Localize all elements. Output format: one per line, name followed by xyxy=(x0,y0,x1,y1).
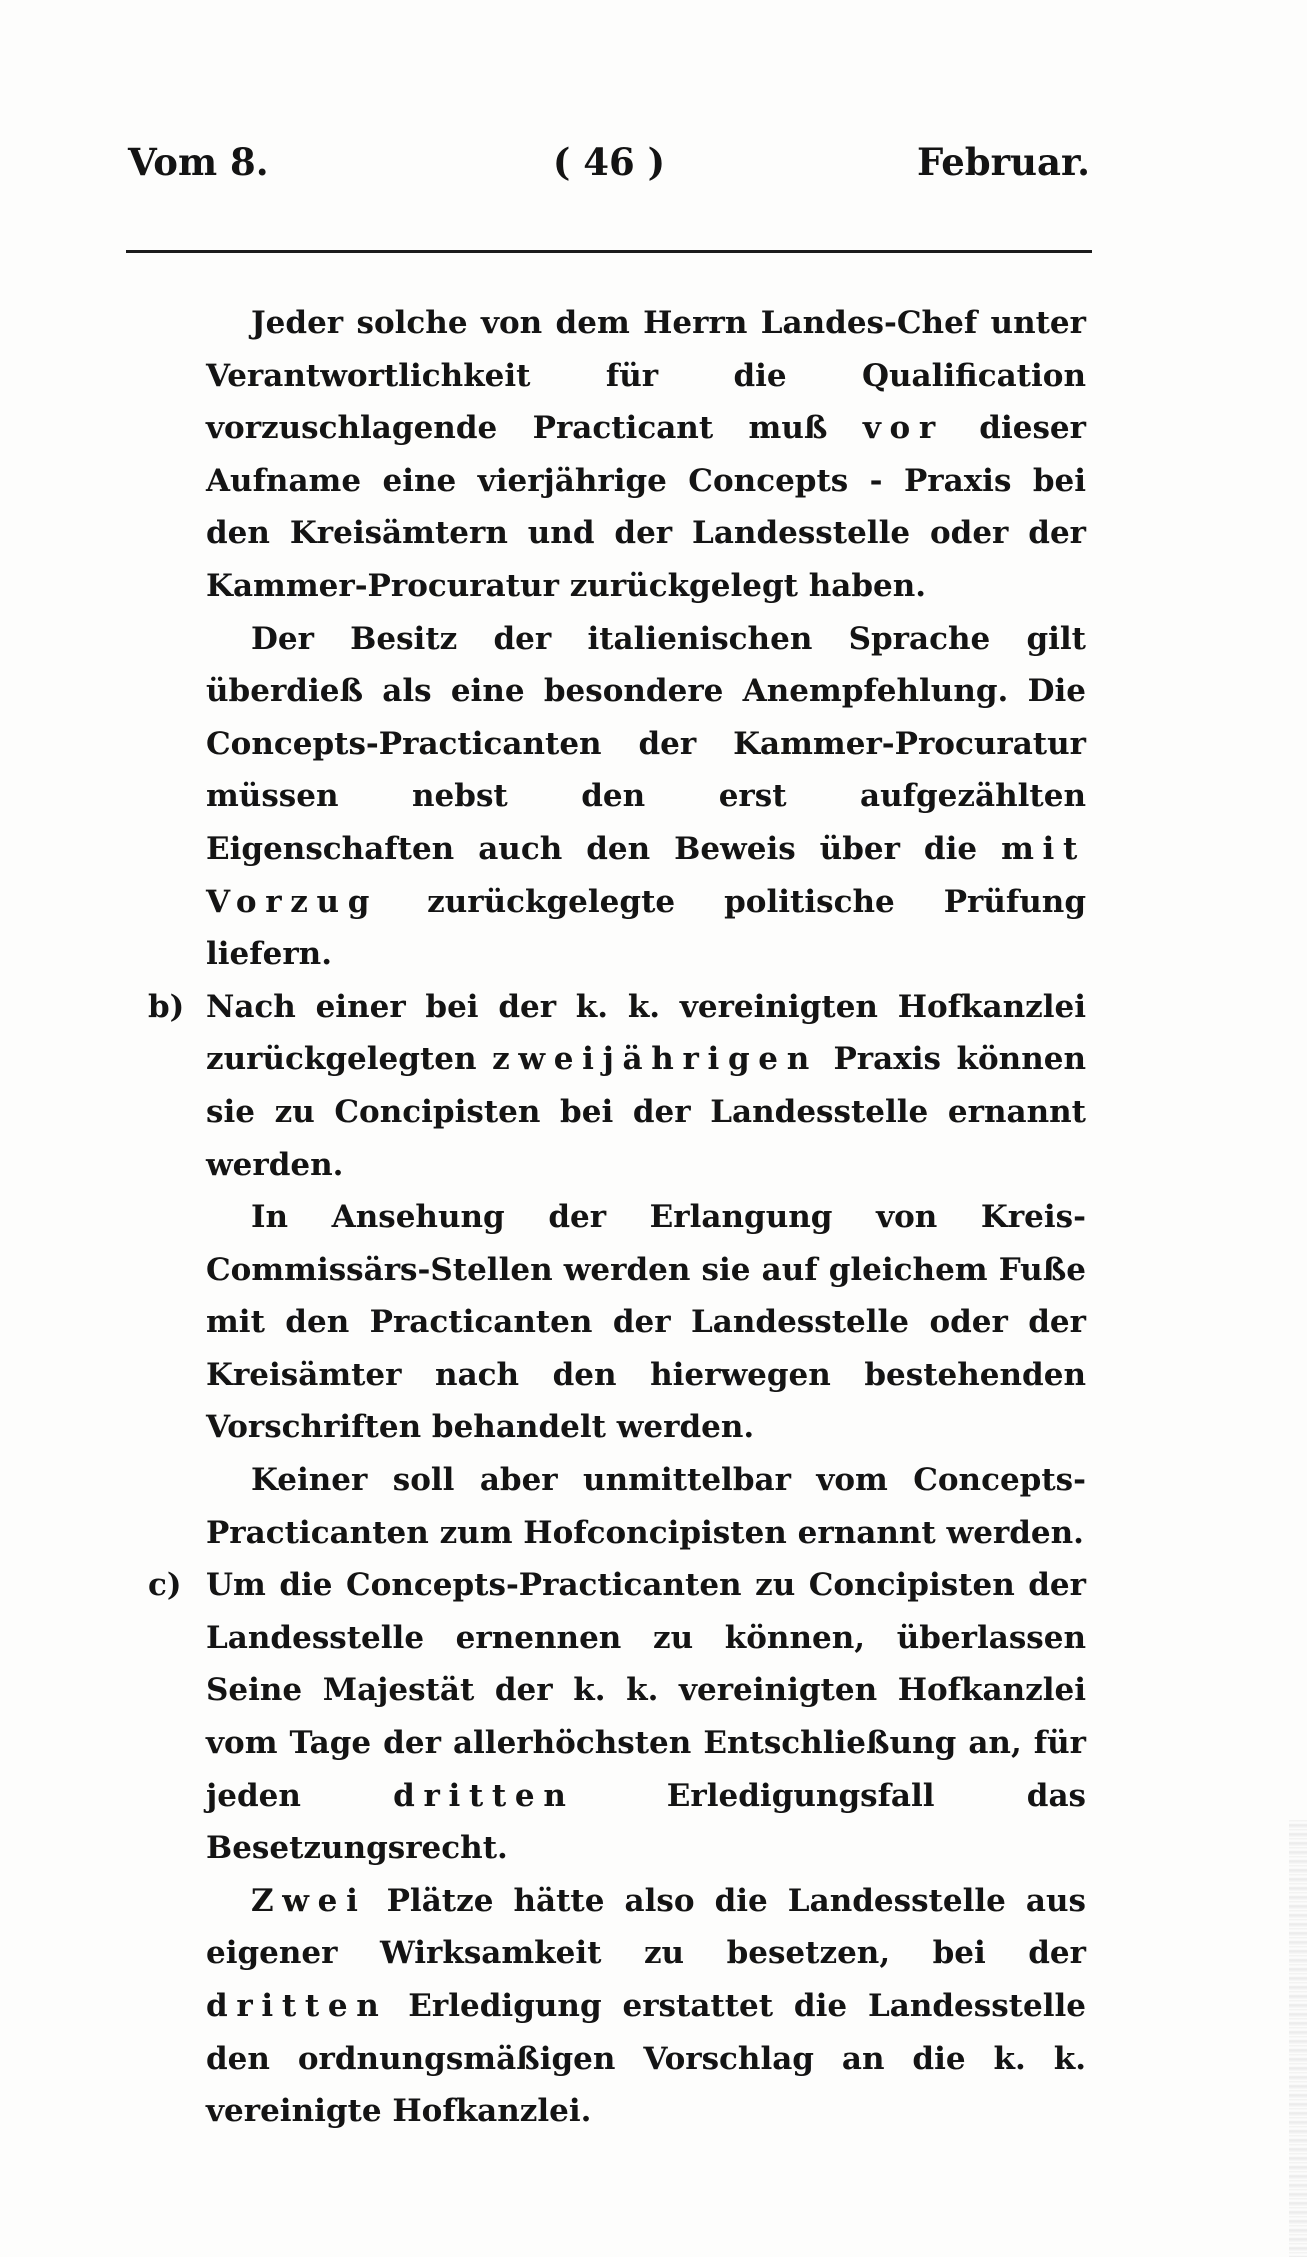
header-rule xyxy=(126,250,1092,253)
text-run: Um die Concepts-Practicanten zu Concipisten der Landesstelle ernennen zu können, überlassen Seine Majestät der k. k. vereinigten Hofkanzlei vom Tage der allerhöchsten Entschließung an, für jeden xyxy=(206,1567,1086,1814)
text-run: Nach einer bei der k. k. vereinigten Hofkanzlei zurückgelegten xyxy=(206,988,1086,1078)
text-run: Keiner soll aber unmittelbar vom Concepts-Practicanten zum Hofconcipisten ernannt werden. xyxy=(206,1462,1086,1551)
list-item-paragraph xyxy=(148,1559,1086,1875)
list-marker: c) xyxy=(148,1567,182,1604)
paragraph xyxy=(206,613,1086,981)
text-run: dieser Aufname eine vierjährige Concepts - Praxis bei den Kreisämtern und der Landesstelle oder der Kammer-Procuratur zurückgelegt haben. xyxy=(206,410,1086,604)
page-number: ( 46 ) xyxy=(552,140,666,184)
emphasized-text: zweijährigen xyxy=(492,1041,818,1078)
text-run: In Ansehung der Erlangung von Kreis-Commissärs-Stellen werden sie auf gleichem Fuße mit den Practicanten der Landesstelle oder der Kreisämter nach den hierwegen bestehenden Vorschriften behandelt werden. xyxy=(206,1199,1086,1446)
paragraph xyxy=(206,1454,1086,1559)
emphasized-text: dritten xyxy=(206,1988,388,2024)
text-run: Erledigung erstattet die Landesstelle den ordnungsmäßigen Vorschlag an die k. k. vereinigte Hofkanzlei. xyxy=(206,1988,1086,2130)
paragraph xyxy=(206,1875,1086,2138)
scan-edge-artifact xyxy=(1289,1820,1307,2257)
text-run: Erledigungsfall das Besetzungsrecht. xyxy=(206,1777,1086,1867)
emphasized-text: Zwei xyxy=(251,1882,367,1919)
emphasized-text: mit Vorzug xyxy=(206,830,1086,920)
paragraph xyxy=(206,297,1086,613)
running-head xyxy=(128,140,1090,200)
text-run: zurückgelegte politische Prüfung liefern. xyxy=(206,883,1086,973)
list-item-paragraph xyxy=(148,981,1086,1191)
text-run: Der Besitz der italienischen Sprache gilt überdieß als eine besondere Anempfehlung. Die Concepts-Practicanten der Kammer-Procuratur müssen nebst den erst aufgezählten Eigenschaften auch den Beweis über die xyxy=(206,620,1086,867)
paragraph xyxy=(206,1191,1086,1454)
header-month-right: Februar. xyxy=(916,140,1090,184)
emphasized-text: dritten xyxy=(393,1777,575,1814)
list-marker: b) xyxy=(148,988,185,1025)
body-text xyxy=(148,297,1086,2138)
header-date-left: Vom 8. xyxy=(128,140,269,184)
text-run: Jeder solche von dem Herrn Landes-Chef unter Verantwortlichkeit für die Qualification vorzuschlagende Practicant muß xyxy=(206,305,1086,447)
emphasized-text: vor xyxy=(862,410,944,447)
text-run: Plätze hätte also die Landesstelle aus eigener Wirksamkeit zu besetzen, bei der xyxy=(206,1882,1086,1972)
text-run: Praxis können sie zu Concipisten bei der Landesstelle ernannt werden. xyxy=(206,1041,1086,1183)
